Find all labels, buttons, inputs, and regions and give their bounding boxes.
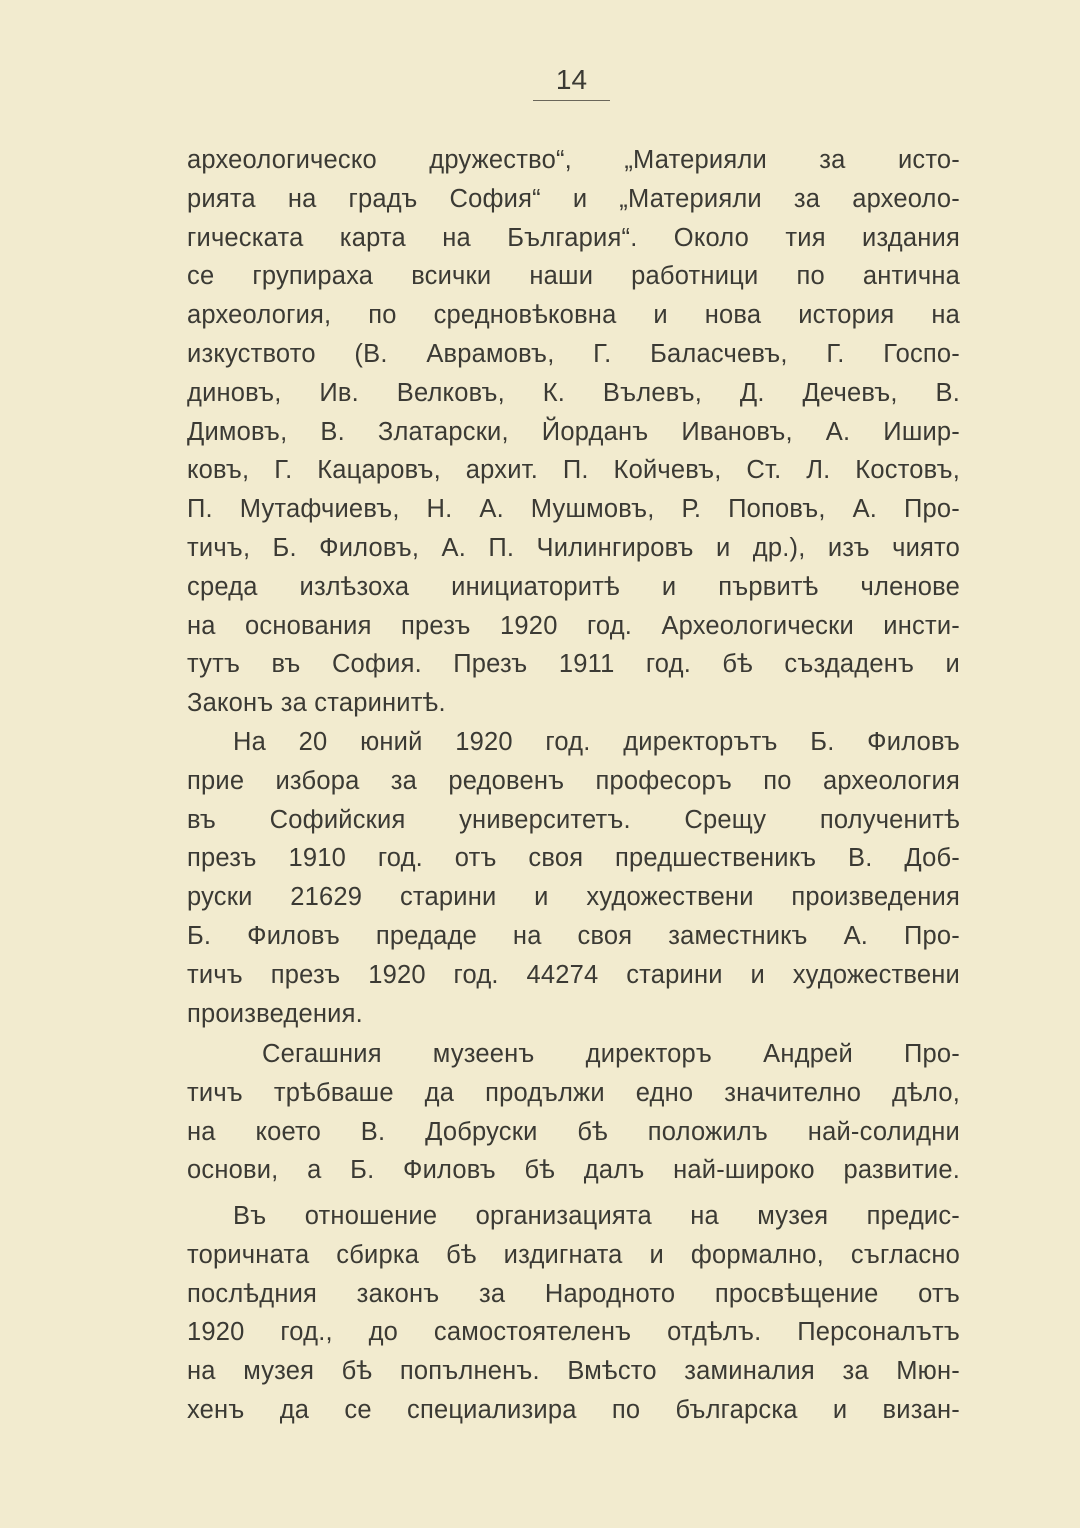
text-line: археологическо дружество“, „Материяли за исто- (187, 146, 960, 174)
text-line: торичната сбирка бѣ издигната и формално, съгласно (187, 1240, 960, 1269)
text-line: въ Софийския университетъ. Срещу полученитѣ (187, 805, 960, 834)
text-line: диновъ, Ив. Велковъ, К. Вълевъ, Д. Дечевъ, В. (187, 378, 960, 407)
text-line: рията на градъ София“ и „Материяли за археоло- (187, 184, 960, 213)
text-line: На 20 юний 1920 год. директорътъ Б. Филовъ (233, 728, 960, 756)
text-line: 1920 год., до самостоятеленъ отдѣлъ. Персоналътъ (187, 1318, 960, 1347)
text-line: ковъ, Г. Кацаровъ, архит. П. Койчевъ, Ст. Л. Костовъ, (187, 456, 960, 485)
page-number: 14 (533, 64, 610, 101)
text-line: на музея бѣ попълненъ. Вмѣсто заминалия за Мюн- (187, 1357, 960, 1386)
text-line: изкуството (В. Аврамовъ, Г. Баласчевъ, Г. Госпо- (187, 340, 960, 368)
text-line: тичъ презъ 1920 год. 44274 старини и художествени (187, 960, 960, 989)
text-line: тутъ въ София. Презъ 1911 год. бѣ създаденъ и (187, 650, 960, 679)
text-line: археология, по средновѣковна и нова история на (187, 301, 960, 330)
text-line: среда излѣзоха инициаторитѣ и първитѣ членове (187, 572, 960, 601)
text-line: Б. Филовъ предаде на своя заместникъ А. Про- (187, 922, 960, 950)
text-line: Въ отношение организацията на музея предис- (233, 1202, 960, 1230)
text-line: гическата карта на България“. Около тия издания (187, 223, 960, 252)
text-line: прие избора за редовенъ професоръ по археология (187, 766, 960, 795)
text-line: тичъ трѣбваше да продължи едно значително дѣло, (187, 1078, 960, 1107)
text-line: произведения. (187, 999, 363, 1028)
text-line: послѣдния законъ за Народното просвѣщение отъ (187, 1279, 960, 1308)
text-line: се групираха всички наши работници по антична (187, 262, 960, 291)
text-line: презъ 1910 год. отъ своя предшественикъ В. Доб- (187, 844, 960, 873)
text-line: хенъ да се специализира по българска и визан- (187, 1396, 960, 1424)
text-line: Сегашния музеенъ директоръ Андрей Про- (262, 1040, 960, 1068)
text-line: основи, а Б. Филовъ бѣ далъ най-широко развитие. (187, 1156, 960, 1185)
text-line: П. Мутафчиевъ, Н. А. Мушмовъ, Р. Поповъ, А. Про- (187, 495, 960, 524)
text-line: Законъ за старинитѣ. (187, 689, 446, 718)
text-line: на основания презъ 1920 год. Археологически инсти- (187, 611, 960, 640)
text-line: на което В. Добруски бѣ положилъ най-солидни (187, 1117, 960, 1146)
text-line: руски 21629 старини и художествени произведения (187, 883, 960, 912)
text-line: тичъ, Б. Филовъ, А. П. Чилингировъ и др.), изъ чиято (187, 534, 960, 562)
text-line: Димовъ, В. Златарски, Йорданъ Ивановъ, А. Ишир- (187, 417, 960, 446)
